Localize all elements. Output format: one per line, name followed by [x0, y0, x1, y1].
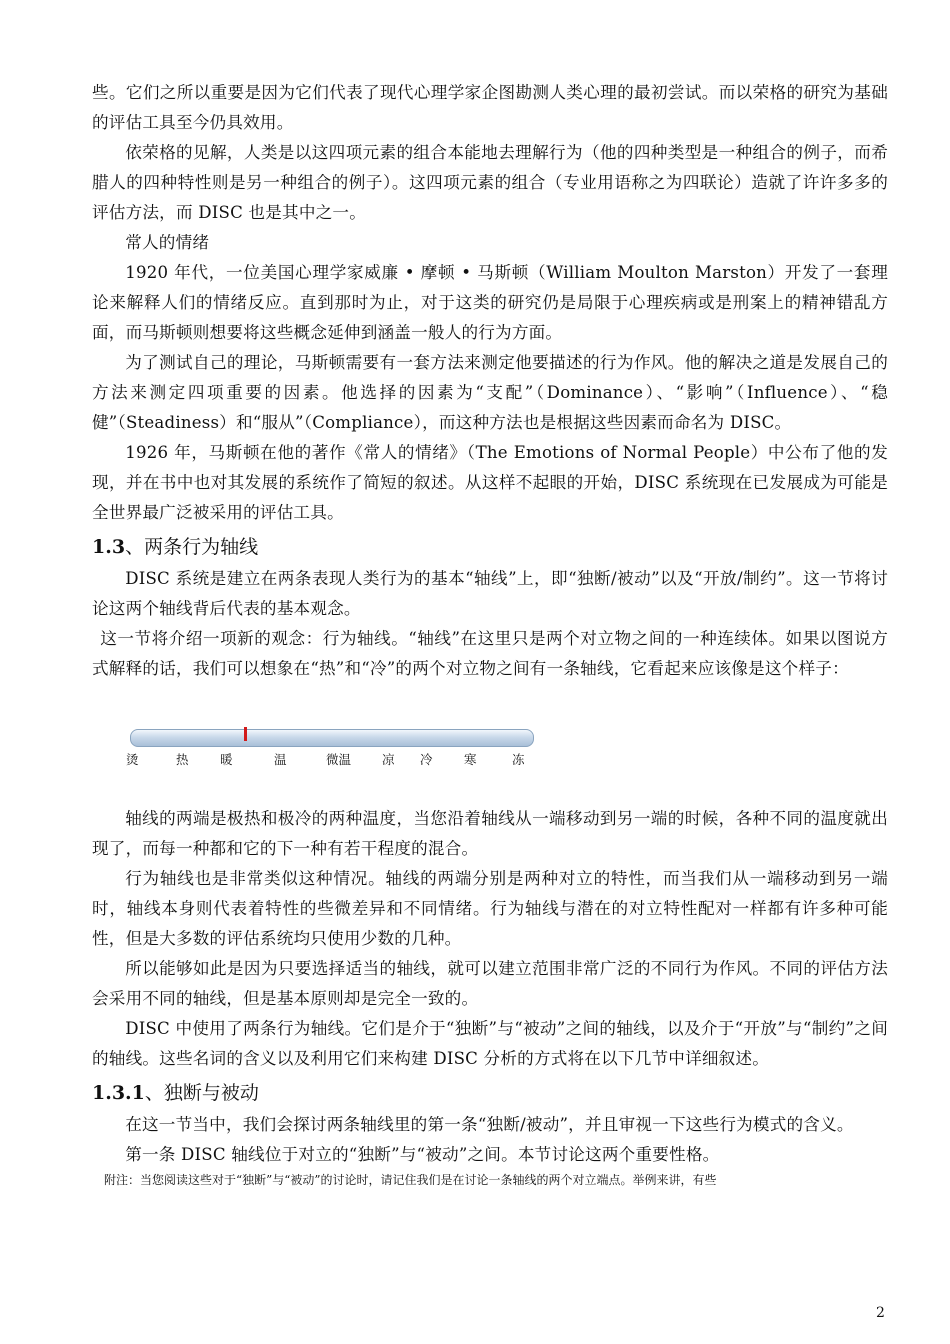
scale-label: 暖: [220, 752, 233, 767]
section-number: 1.3.1: [92, 1082, 145, 1104]
paragraph-11: 所以能够如此是因为只要选择适当的轴线，就可以建立范围非常广泛的不同行为作风。不同的评估方法会采用不同的轴线，但是基本原则却是完全一致的。: [92, 959, 888, 1008]
scale-label: 微温: [326, 752, 352, 767]
temperature-scale-bar: [130, 729, 534, 747]
paragraph-9: 轴线的两端是极热和极冷的两种温度，当您沿着轴线从一端移动到另一端的时候，各种不同的温度就出现了，而每一种都和它的下一种有若干程度的混合。: [92, 809, 888, 858]
section-heading-1-3: [92, 530, 888, 564]
scale-label: 冻: [512, 752, 525, 767]
paragraph-10: 行为轴线也是非常类似这种情况。轴线的两端分别是两种对立的特性，而当我们从一端移动到另一端时，轴线本身则代表着特性的些微差异和不同情绪。行为轴线与潜在的对立特性配对一样都有许多种可能性，但是大多数的评估系统均只使用少数的几种。: [92, 869, 888, 948]
paragraph-13: 在这一节当中，我们会探讨两条轴线里的第一条“独断/被动”，并且审视一下这些行为模式的含义。: [125, 1115, 854, 1134]
footnote: 附注：当您阅读这些对于“独断”与“被动”的讨论时，请记住我们是在讨论一条轴线的两个对立端点。举例来讲，有些: [104, 1173, 717, 1187]
paragraph-14: 第一条 DISC 轴线位于对立的“独断”与“被动”之间。本节讨论这两个重要性格。: [125, 1145, 720, 1164]
page-content: [92, 78, 888, 1190]
temperature-scale-figure: [92, 684, 888, 804]
section-number: 1.3: [92, 536, 126, 558]
subheading-normal-emotions: 常人的情绪: [125, 233, 210, 252]
scale-label: 冷: [420, 752, 433, 767]
paragraph-5: 为了测试自己的理论，马斯顿需要有一套方法来测定他要描述的行为作风。他的解决之道是发展自己的方法来测定四项重要的因素。他选择的因素为“支配”（Dominance）、“影响”（Influence）、“稳健”（Steadiness）和“服从”（Compliance），而这种方法也是根据这些因素而命名为 DISC。: [92, 353, 888, 432]
page-number: 2: [876, 1305, 885, 1321]
scale-label: 凉: [382, 752, 395, 767]
paragraph-6: 1926 年，马斯顿在他的著作《常人的情绪》（The Emotions of Normal People）中公布了他的发现，并在书中也对其发展的系统作了简短的叙述。从这样不起眼的开始，DISC 系统现在已发展成为可能是全世界最广泛被采用的评估工具。: [92, 443, 888, 522]
paragraph-12: DISC 中使用了两条行为轴线。它们是介于“独断”与“被动”之间的轴线，以及介于“开放”与“制约”之间的轴线。这些名词的含义以及利用它们来构建 DISC 分析的方式将在以下几节中详细叙述。: [92, 1019, 888, 1068]
temperature-scale-labels: [126, 750, 532, 770]
paragraph-4: 1920 年代，一位美国心理学家威廉 • 摩顿 • 马斯顿（William Moulton Marston）开发了一套理论来解释人们的情绪反应。直到那时为止，对于这类的研究仍是局限于心理疾病或是刑案上的精神错乱方面，而马斯顿则想要将这些概念延伸到涵盖一般人的行为方面。: [92, 263, 888, 342]
scale-label: 烫: [126, 752, 139, 767]
paragraph-1: 些。它们之所以重要是因为它们代表了现代心理学家企图勘测人类心理的最初尝试。而以荣格的研究为基础的评估工具至今仍具效用。: [92, 83, 888, 132]
paragraph-7: DISC 系统是建立在两条表现人类行为的基本“轴线”上，即“独断/被动”以及“开放/制约”。这一节将讨论这两个轴线背后代表的基本观念。: [92, 569, 888, 618]
paragraph-2: 依荣格的见解，人类是以这四项元素的组合本能地去理解行为（他的四种类型是一种组合的例子，而希腊人的四种特性则是另一种组合的例子）。这四项元素的组合（专业用语称之为四联论）造就了许许多多的评估方法，而 DISC 也是其中之一。: [92, 143, 888, 222]
temperature-scale-marker: [244, 727, 247, 741]
section-heading-1-3-1: [92, 1076, 888, 1110]
section-title: 、独断与被动: [144, 1082, 259, 1104]
paragraph-8: 这一节将介绍一项新的观念：行为轴线。“轴线”在这里只是两个对立物之间的一种连续体。如果以图说方式解释的话，我们可以想象在“热”和“冷”的两个对立物之间有一条轴线，它看起来应该像是这个样子：: [92, 629, 888, 678]
scale-label: 温: [274, 752, 287, 767]
scale-label: 热: [176, 752, 189, 767]
section-title: 、两条行为轴线: [125, 536, 259, 558]
scale-label: 寒: [464, 752, 477, 767]
